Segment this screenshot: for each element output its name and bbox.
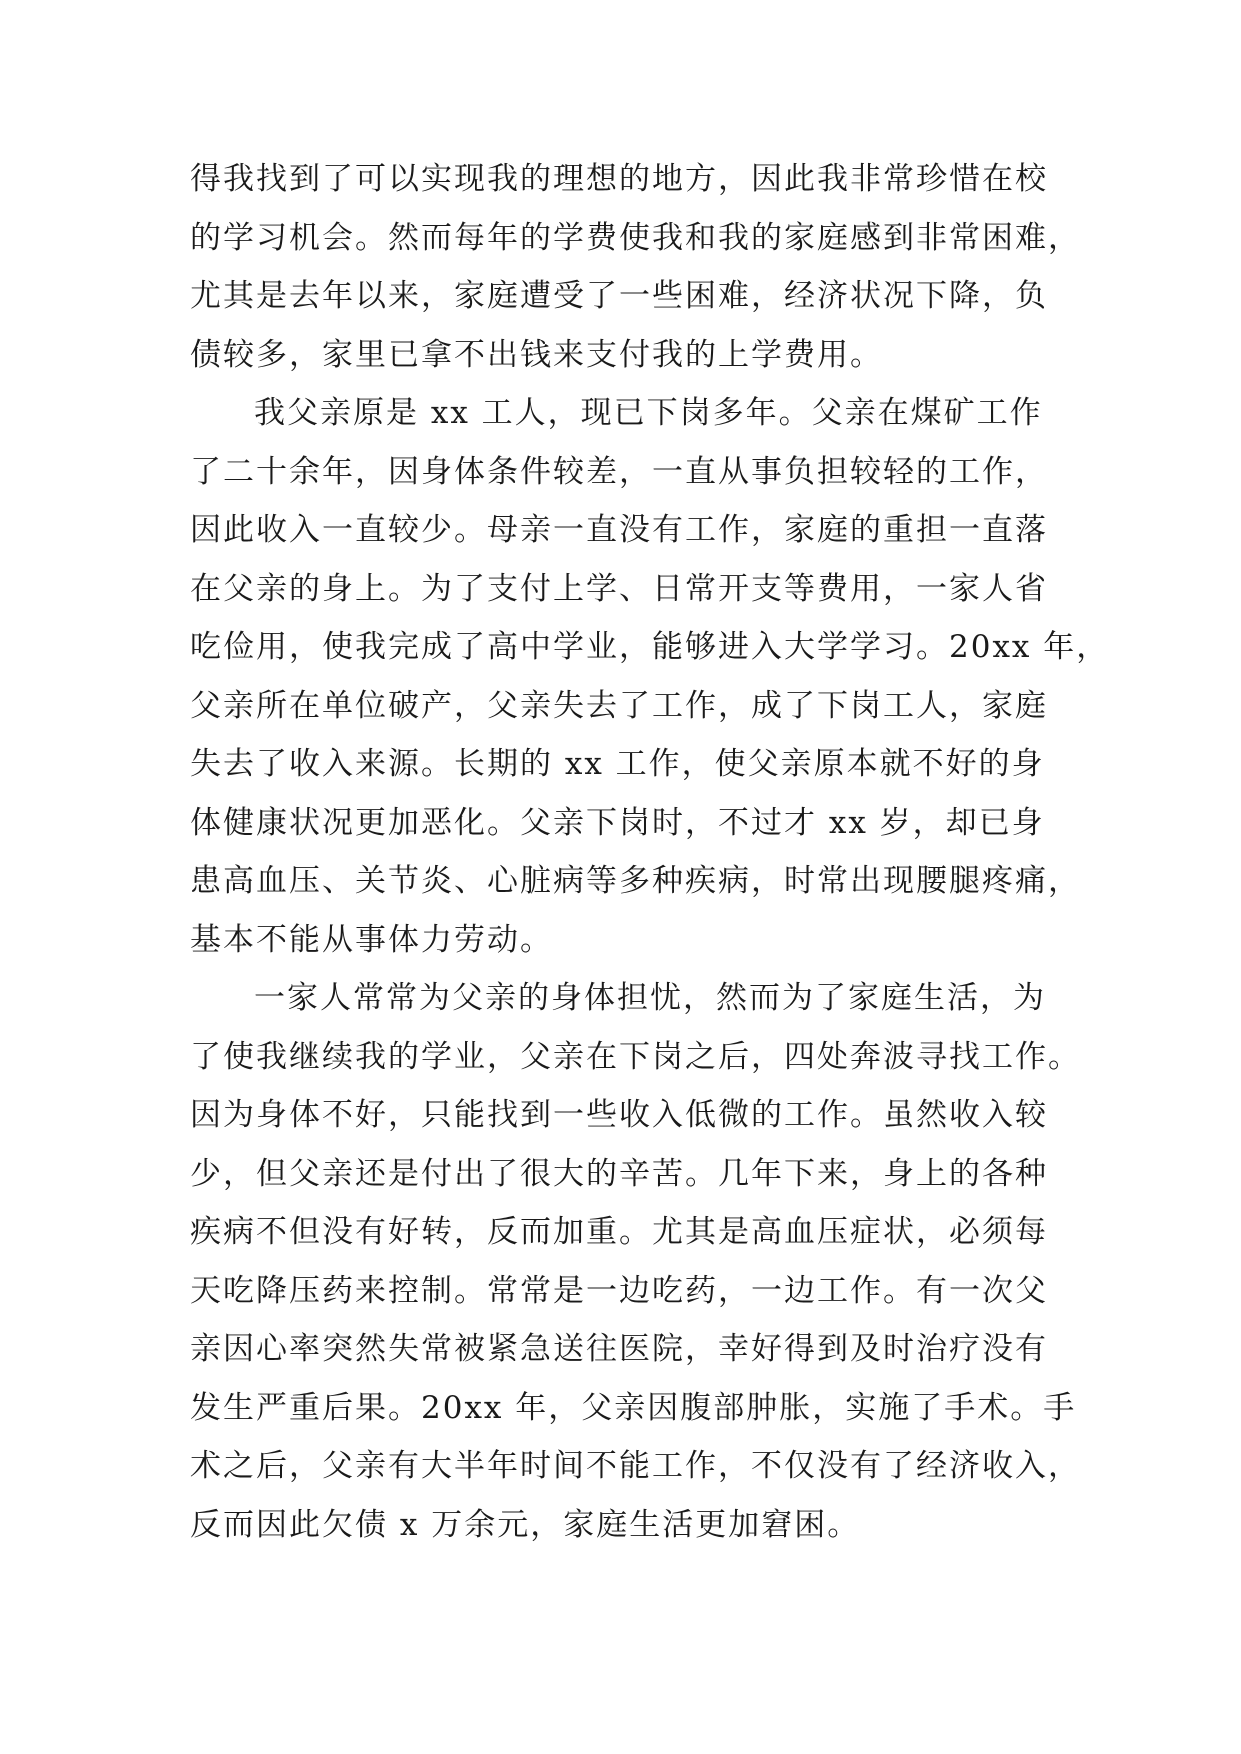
text-line: 吃俭用，使我完成了高中学业，能够进入大学学习。20xx 年，	[190, 629, 1110, 665]
text-line: 反而因此欠债 x 万余元，家庭生活更加窘困。	[190, 1506, 861, 1543]
text-line: 天吃降压药来控制。常常是一边吃药，一边工作。有一次父	[190, 1272, 1048, 1309]
text-line: 发生严重后果。20xx 年，父亲因腹部肿胀，实施了手术。手	[190, 1389, 1077, 1426]
text-line: 的学习机会。然而每年的学费使我和我的家庭感到非常困难，	[190, 219, 1081, 256]
text-line: 我父亲原是 xx 工人，现已下岗多年。父亲在煤矿工作	[254, 395, 1043, 431]
text-line: 患高血压、关节炎、心脏病等多种疾病，时常出现腰腿疼痛，	[190, 863, 1081, 899]
text-line: 因此收入一直较少。母亲一直没有工作，家庭的重担一直落	[190, 512, 1048, 548]
text-line: 在父亲的身上。为了支付上学、日常开支等费用，一家人省	[190, 570, 1048, 607]
text-line: 了二十余年，因身体条件较差，一直从事负担较轻的工作，	[190, 453, 1048, 490]
text-line: 因为身体不好，只能找到一些收入低微的工作。虽然收入较	[190, 1097, 1048, 1133]
text-line: 基本不能从事体力劳动。	[190, 921, 553, 958]
text-line: 债较多，家里已拿不出钱来支付我的上学费用。	[190, 336, 883, 373]
paragraph	[190, 384, 1110, 969]
text-line: 失去了收入来源。长期的 xx 工作，使父亲原本就不好的身	[190, 746, 1045, 782]
paragraph	[190, 150, 1090, 384]
text-line: 得我找到了可以实现我的理想的地方，因此我非常珍惜在校	[190, 161, 1048, 197]
text-line: 亲因心率突然失常被紧急送往医院，幸好得到及时治疗没有	[190, 1331, 1048, 1367]
text-line: 一家人常常为父亲的身体担忧，然而为了家庭生活，为	[254, 980, 1046, 1016]
text-line: 术之后，父亲有大半年时间不能工作，不仅没有了经济收入，	[190, 1448, 1081, 1484]
text-line: 疾病不但没有好转，反而加重。尤其是高血压症状，必须每	[190, 1214, 1048, 1250]
text-line: 尤其是去年以来，家庭遭受了一些困难，经济状况下降，负	[190, 278, 1048, 314]
text-line: 体健康状况更加恶化。父亲下岗时，不过才 xx 岁，却已身	[190, 804, 1045, 841]
text-line: 少，但父亲还是付出了很大的辛苦。几年下来，身上的各种	[190, 1155, 1048, 1192]
text-line: 了使我继续我的学业，父亲在下岗之后，四处奔波寻找工作。	[190, 1038, 1081, 1075]
text-line: 父亲所在单位破产，父亲失去了工作，成了下岗工人，家庭	[190, 687, 1048, 724]
paragraph	[190, 969, 1090, 1554]
document-body	[190, 150, 1110, 1554]
